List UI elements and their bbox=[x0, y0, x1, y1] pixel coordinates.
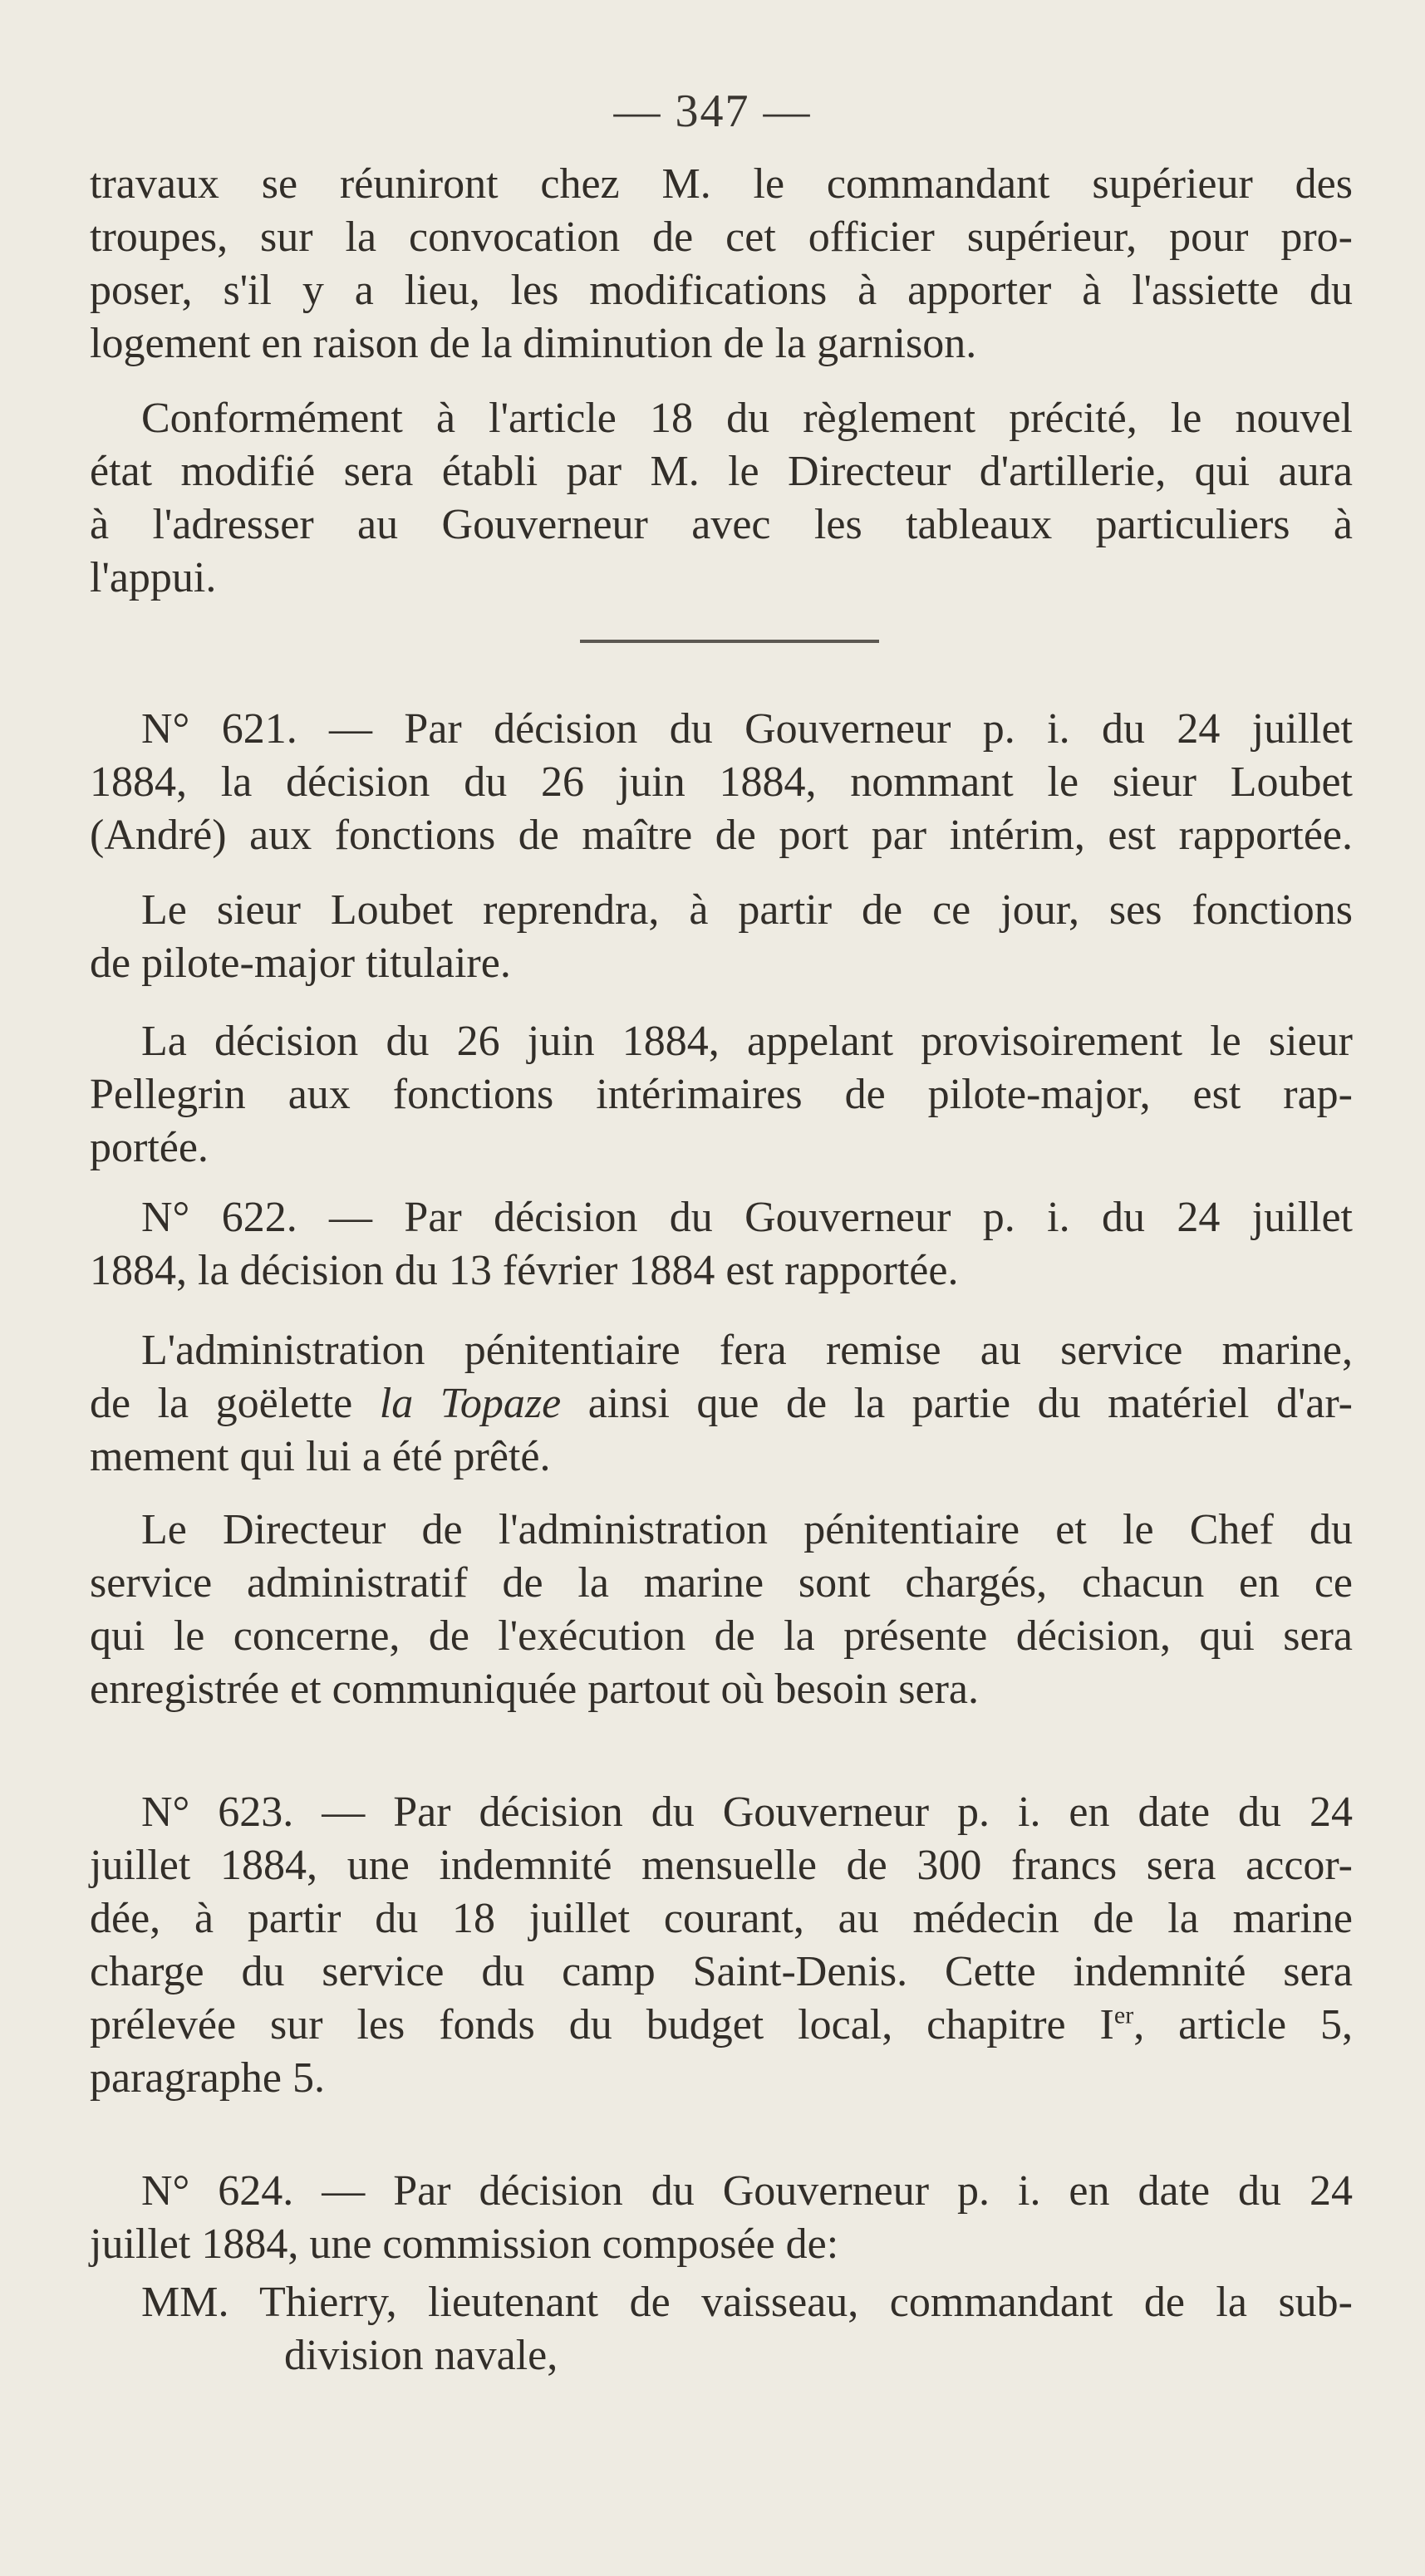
text-line: La décision du 26 juin 1884, appelant provisoirement le sieur bbox=[141, 1018, 1353, 1065]
paragraph-continuation bbox=[90, 158, 1353, 370]
text-line: à l'adresser au Gouverneur avec les tableaux particuliers à bbox=[90, 501, 1353, 548]
text-line: logement en raison de la diminution de la garnison. bbox=[90, 320, 977, 367]
decision-621-paragraph-3 bbox=[90, 1015, 1353, 1175]
decision-624 bbox=[90, 2165, 1353, 2271]
text-line: Conformément à l'article 18 du règlement précité, le nouvel bbox=[141, 395, 1353, 442]
text-line: N° 622. — Par décision du Gouverneur p. i. du 24 juillet bbox=[141, 1194, 1353, 1241]
text-fragment: , article 5, bbox=[1133, 2001, 1353, 2049]
decision-621 bbox=[90, 703, 1353, 862]
text-line: 1884, la décision du 26 juin 1884, nommant le sieur Loubet bbox=[90, 758, 1353, 806]
text-line: état modifié sera établi par M. le Directeur d'artillerie, qui aura bbox=[90, 448, 1353, 495]
ship-name: la Topaze bbox=[379, 1380, 562, 1427]
text-line: 1884, la décision du 13 février 1884 est rapportée. bbox=[90, 1247, 959, 1294]
decision-621-paragraph-2 bbox=[90, 884, 1353, 990]
text-line: troupes, sur la convocation de cet officier supérieur, pour pro- bbox=[90, 213, 1353, 261]
commission-members bbox=[90, 2276, 1353, 2382]
text-line: mement qui lui a été prêté. bbox=[90, 1433, 551, 1480]
text-line: division navale, bbox=[284, 2332, 558, 2379]
text-line-with-ship-name bbox=[90, 1377, 1353, 1430]
text-fragment: de la goëlette bbox=[90, 1380, 380, 1427]
text-line: N° 621. — Par décision du Gouverneur p. i. du 24 juillet bbox=[141, 705, 1353, 753]
text-line: poser, s'il y a lieu, les modifications à apporter à l'assiette du bbox=[90, 267, 1353, 314]
text-fragment: prélevée sur les fonds du budget local, chapitre I bbox=[90, 2001, 1114, 2049]
text-line: (André) aux fonctions de maître de port par intérim, est rapportée. bbox=[90, 812, 1353, 859]
text-line: Pellegrin aux fonctions intérimaires de pilote-major, est rap- bbox=[90, 1071, 1353, 1118]
decision-622-paragraph-3 bbox=[90, 1504, 1353, 1716]
text-line: l'appui. bbox=[90, 554, 217, 601]
text-line: N° 623. — Par décision du Gouverneur p. i. en date du 24 bbox=[141, 1788, 1353, 1836]
text-fragment: ainsi que de la partie du matériel d'ar- bbox=[561, 1380, 1353, 1427]
text-line-with-chapter bbox=[90, 1999, 1353, 2052]
text-line: travaux se réuniront chez M. le commandant supérieur des bbox=[90, 160, 1353, 208]
decision-622 bbox=[90, 1191, 1353, 1298]
text-line: portée. bbox=[90, 1124, 209, 1171]
text-line: N° 624. — Par décision du Gouverneur p. i. en date du 24 bbox=[141, 2167, 1353, 2215]
decision-623 bbox=[90, 1786, 1353, 2105]
text-line: MM. Thierry, lieutenant de vaisseau, commandant de la sub- bbox=[141, 2279, 1353, 2326]
superscript: er bbox=[1113, 2001, 1134, 2029]
decision-622-paragraph-2 bbox=[90, 1324, 1353, 1484]
text-line: juillet 1884, une commission composée de: bbox=[90, 2220, 839, 2268]
text-line: Le Directeur de l'administration pénitentiaire et le Chef du bbox=[141, 1506, 1353, 1553]
text-line: enregistrée et communiquée partout où besoin sera. bbox=[90, 1666, 979, 1713]
section-separator bbox=[580, 640, 879, 643]
text-line: juillet 1884, une indemnité mensuelle de 300 francs sera accor- bbox=[90, 1842, 1353, 1889]
text-line: dée, à partir du 18 juillet courant, au médecin de la marine bbox=[90, 1895, 1353, 1942]
text-line: qui le concerne, de l'exécution de la présente décision, qui sera bbox=[90, 1612, 1353, 1660]
text-line: de pilote-major titulaire. bbox=[90, 940, 511, 987]
text-line: L'administration pénitentiaire fera remise au service marine, bbox=[141, 1327, 1353, 1374]
text-line: paragraphe 5. bbox=[90, 2054, 325, 2102]
text-line: Le sieur Loubet reprendra, à partir de ce jour, ses fonctions bbox=[141, 886, 1353, 934]
paragraph-article-18 bbox=[90, 392, 1353, 605]
page-number: — 347 — bbox=[613, 86, 812, 137]
text-line: service administratif de la marine sont chargés, chacun en ce bbox=[90, 1559, 1353, 1607]
text-line: charge du service du camp Saint-Denis. Cette indemnité sera bbox=[90, 1948, 1353, 1995]
